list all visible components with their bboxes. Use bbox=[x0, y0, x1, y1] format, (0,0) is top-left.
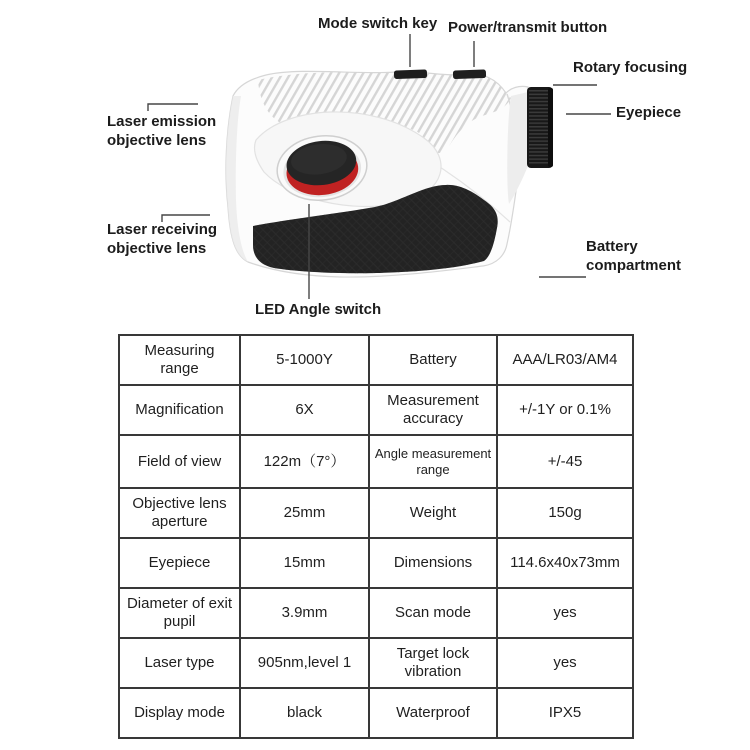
spec-value-cell: 122m（7°） bbox=[240, 435, 369, 488]
spec-label-cell: Weight bbox=[369, 488, 497, 538]
mode-switch-button bbox=[394, 69, 427, 79]
spec-value-cell: 114.6x40x73mm bbox=[497, 538, 633, 588]
rangefinder-illustration bbox=[0, 0, 750, 332]
spec-label-cell: Display mode bbox=[119, 688, 240, 738]
spec-table bbox=[118, 334, 634, 739]
spec-label-cell: Battery bbox=[369, 335, 497, 385]
spec-value-cell: 15mm bbox=[240, 538, 369, 588]
table-row bbox=[119, 588, 633, 638]
rangefinder-diagram bbox=[0, 0, 750, 332]
table-row bbox=[119, 538, 633, 588]
label-eyepiece: Eyepiece bbox=[616, 104, 682, 121]
power-transmit-button bbox=[453, 69, 486, 79]
spec-label-cell: Field of view bbox=[119, 435, 240, 488]
spec-value-cell: +/-1Y or 0.1% bbox=[497, 385, 633, 435]
table-row bbox=[119, 688, 633, 738]
spec-label-cell: Measuring range bbox=[119, 335, 240, 385]
label-battery-compartment: Battery compartment bbox=[586, 238, 682, 274]
label-led-angle-switch: LED Angle switch bbox=[255, 301, 382, 318]
spec-value-cell: +/-45 bbox=[497, 435, 633, 488]
spec-value-cell: AAA/LR03/AM4 bbox=[497, 335, 633, 385]
table-row bbox=[119, 385, 633, 435]
label-laser-receiving-objective-lens: Laser receiving objective lens bbox=[107, 221, 218, 257]
spec-label-cell: Eyepiece bbox=[119, 538, 240, 588]
spec-label-cell: Angle measurement range bbox=[369, 435, 497, 488]
spec-value-cell: 905nm,level 1 bbox=[240, 638, 369, 688]
spec-value-cell: black bbox=[240, 688, 369, 738]
table-row bbox=[119, 488, 633, 538]
spec-label-cell: Dimensions bbox=[369, 538, 497, 588]
table-row bbox=[119, 435, 633, 488]
spec-value-cell: IPX5 bbox=[497, 688, 633, 738]
spec-label-cell: Measurement accuracy bbox=[369, 385, 497, 435]
spec-label-cell: Magnification bbox=[119, 385, 240, 435]
leader-laser-emission bbox=[148, 104, 198, 111]
eyepiece-barrel bbox=[527, 87, 553, 168]
spec-value-cell: 3.9mm bbox=[240, 588, 369, 638]
spec-value-cell: 150g bbox=[497, 488, 633, 538]
spec-value-cell: yes bbox=[497, 638, 633, 688]
label-laser-emission-objective-lens: Laser emission objective lens bbox=[107, 113, 217, 149]
spec-label-cell: Diameter of exit pupil bbox=[119, 588, 240, 638]
table-row bbox=[119, 638, 633, 688]
spec-label-cell: Scan mode bbox=[369, 588, 497, 638]
spec-value-cell: 25mm bbox=[240, 488, 369, 538]
label-power-transmit-button: Power/transmit button bbox=[448, 19, 608, 36]
label-rotary-focusing: Rotary focusing bbox=[573, 59, 688, 76]
spec-label-cell: Waterproof bbox=[369, 688, 497, 738]
spec-value-cell: yes bbox=[497, 588, 633, 638]
spec-label-cell: Objective lens aperture bbox=[119, 488, 240, 538]
spec-value-cell: 6X bbox=[240, 385, 369, 435]
eyepiece-cone-shading bbox=[507, 92, 528, 204]
spec-label-cell: Laser type bbox=[119, 638, 240, 688]
table-row bbox=[119, 335, 633, 385]
spec-label-cell: Target lock vibration bbox=[369, 638, 497, 688]
spec-value-cell: 5-1000Y bbox=[240, 335, 369, 385]
label-mode-switch-key: Mode switch key bbox=[318, 15, 438, 32]
